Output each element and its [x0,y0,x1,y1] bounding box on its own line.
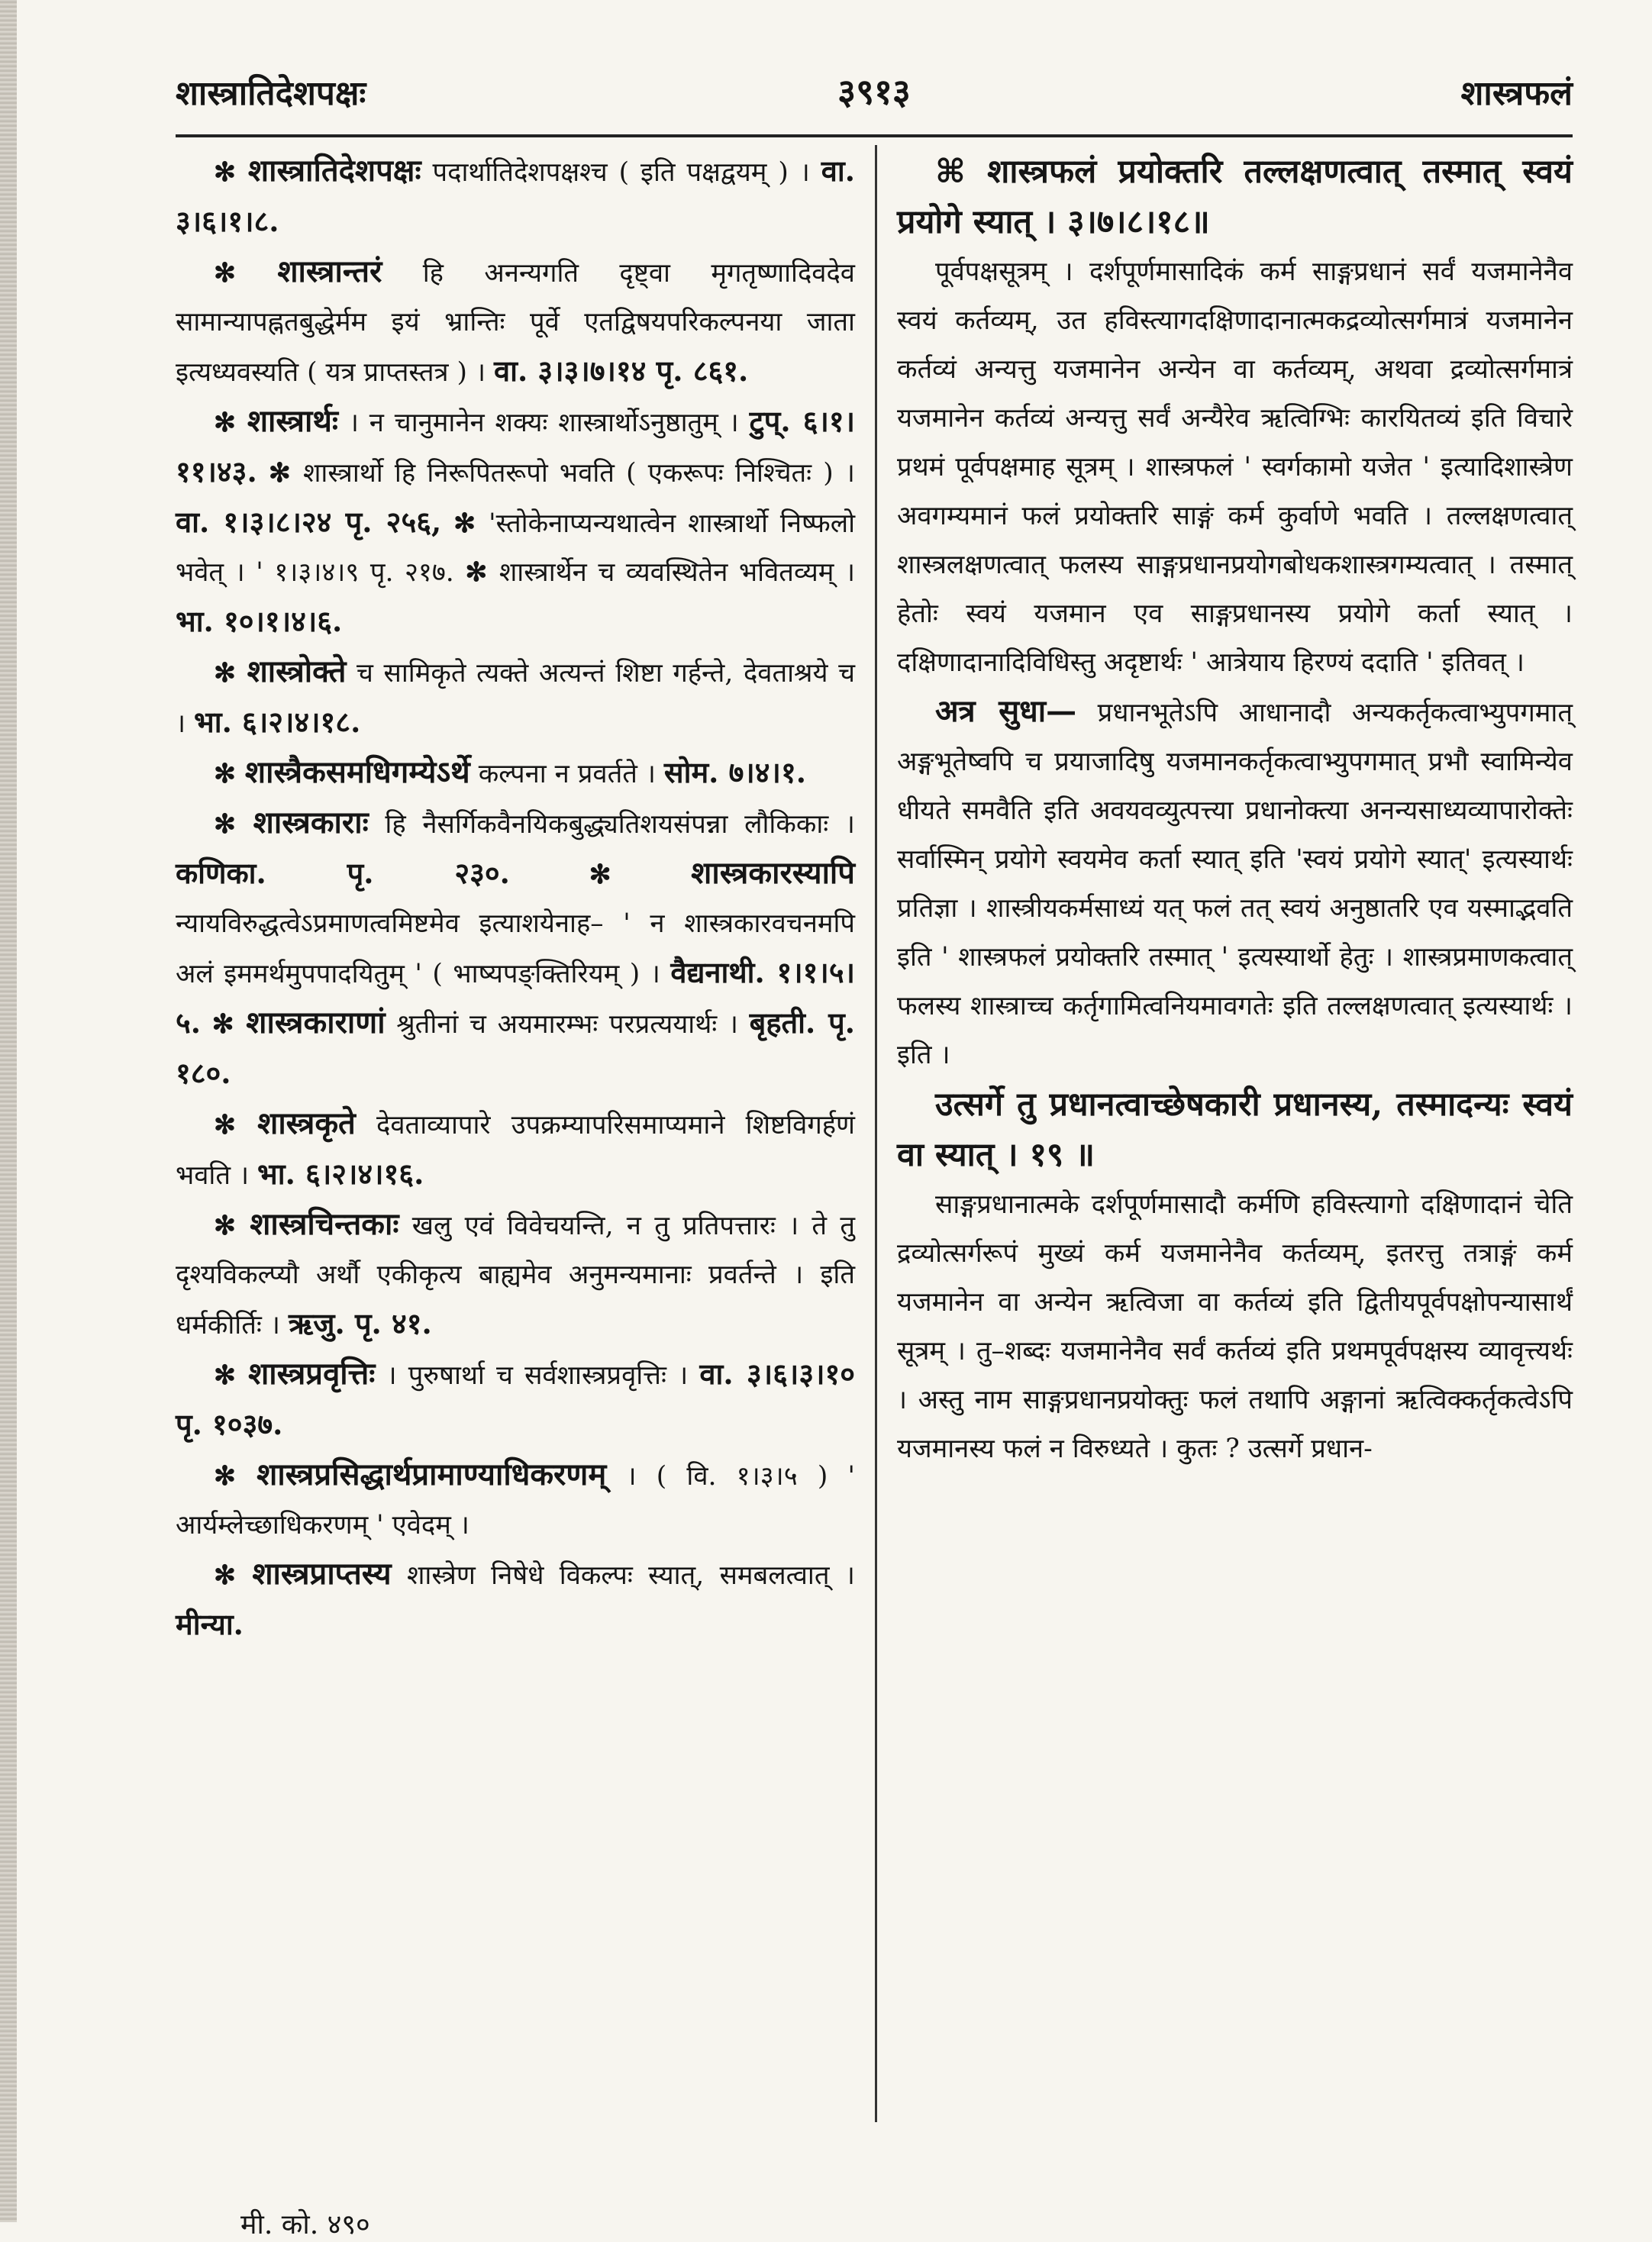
commentary-paragraph: पूर्वपक्षसूत्रम् । दर्शपूर्णमासादिकं कर्म साङ्गप्रधानं सर्वं यजमानेनैव स्वयं कर्तव्यम्, उत हविस्त्यागदक्षिणादानात्मकद्रव्योत्सर्गमात्रं यजमानेन कर्तव्यं अन्यत्तु यजमानेन अन्येन वा कर्तव्यम्, अथवा द्रव्योत्सर्गमात्रं यजमानेन कर्तव्यं अन्यत्तु सर्वं अन्यैरेव ऋत्विग्भिः कारयितव्यं इति विचारे प्रथमं पूर्वपक्षमाह सूत्रम् । शास्त्रफलं ' स्वर्गकामो यजेत ' इत्यादिशास्त्रेण अवगम्यमानं फलं प्रयोक्तरि साङ्गं कर्म कुर्वाणे भवति । तल्लक्षणत्वात् शास्त्रलक्षणत्वात् फलस्य साङ्गप्रधानप्रयोगबोधकशास्त्रगम्यत्वात् । तस्मात् हेतोः स्वयं यजमान एव साङ्गप्रधानस्य प्रयोगे कर्ता स्यात् । दक्षिणादानादिविधिस्तु अदृष्टार्थः ' आत्रेयाय हिरण्यं ददाति ' इतिवत् । [897,256,1573,678]
running-header [176,61,1573,122]
entry-lemma: शास्त्रोक्ते [247,653,347,689]
entry [176,1099,855,1200]
entry [176,1350,855,1450]
scan-binding-edge [0,0,17,2222]
entry [176,748,855,798]
entry-lemma: शास्त्रप्रसिद्धार्थप्रामाण्याधिकरणम् [257,1456,607,1492]
entry-lemma: शास्त्रैकसमधिगम्येऽर्थे [244,754,470,790]
sudha-lead: अत्र सुधा— [935,693,1077,729]
entry-lemma: शास्त्रातिदेशपक्षः [247,153,421,189]
sutra-mark-icon: ⌘ [935,153,966,191]
entry-text: । न चानुमानेन शक्यः शास्त्रार्थोऽनुष्ठातुम् । [348,408,739,438]
entry [176,1200,855,1350]
entry-text: देवताव्यापारे उपक्रम्यापरिसमाप्यमाने शिष्टविगर्हणं भवति । [176,1110,855,1191]
asterisk-icon: ✻ [214,1211,250,1241]
entry-reference: भा. १०।१।४।६. [176,604,343,638]
left-column [176,147,855,1650]
entry [176,247,855,397]
entry [176,798,855,1099]
entry-lemma: शास्त्रचिन्तकाः [250,1206,399,1242]
asterisk-icon: ✻ [214,759,245,789]
commentary-paragraph: साङ्गप्रधानात्मके दर्शपूर्णमासादौ कर्मणि हविस्त्यागो दक्षिणादानं चेति द्रव्योत्सर्गरूपं मुख्यं कर्म यजमानेनैव कर्तव्यम्, इतरत्तु तत्राङ्गं कर्म यजमानेन वा अन्येन ऋत्विजा वा कर्तव्यं इति द्वितीयपूर्वपक्षोपन्यासार्थं सूत्रम् । तु–शब्दः यजमानेनैव सर्वं कर्तव्यं इति प्रथमपूर्वपक्षस्य व्यावृत्त्यर्थः । अस्तु नाम साङ्गप्रधानप्रयोक्तुः फलं तथापि अङ्गानां ऋत्विक्कर्तृकत्वेऽपि यजमानस्य फलं न विरुध्यते । कुतः ? उत्सर्गे प्रधान- [897,1189,1573,1464]
entry [176,1450,855,1550]
column-divider [875,145,877,2122]
entry-text: न्यायविरुद्धत्वेऽप्रमाणत्वमिष्टमेव इत्याशयेनाह– ' न शास्त्रकारवचनमपि अलं इममर्थमुपपादयितुम् ' ( भाष्यपङ्क्तिरियम् ) । [176,908,855,989]
asterisk-icon: ✻ [268,458,303,489]
asterisk-icon: ✻ [214,408,247,438]
entry-text: 'स्तोकेनाप्यन्यथात्वेन शास्त्रार्थो निष्फलो भवेत् । ' १।३।४।९ पृ. २१७. [176,508,856,588]
commentary-paragraph [897,687,1573,1079]
asterisk-icon: ✻ [214,1360,249,1391]
asterisk-icon: ✻ [214,658,247,689]
asterisk-icon: ✻ [214,1461,257,1492]
entry-reference: ऋजु. पृ. ४१. [288,1306,432,1340]
asterisk-icon: ✻ [589,860,692,890]
entry-reference: वा. ३।६।३।१० पृ. १०३७. [176,1356,855,1441]
asterisk-icon: ✻ [214,157,248,188]
entry-text: । पुरुषार्था च सर्वशास्त्रप्रवृत्तिः । [386,1360,689,1391]
asterisk-icon: ✻ [465,557,499,588]
right-column [897,147,1573,1473]
entry-reference: बृहती. पृ. १८०. [176,1005,855,1090]
sutra-19: उत्सर्गे तु प्रधानत्वाच्छेषकारी प्रधानस्य, तस्मादन्यः स्वयं वा स्यात् । १९ ॥ [897,1086,1573,1174]
entry-reference: वा. ३।६।१।८. [176,153,855,238]
entry-text: शास्त्रेण निषेधे विकल्पः स्यात्, समबलत्वात् । [406,1560,856,1591]
page-number: ३९१३ [837,71,911,112]
entry-lemma: शास्त्रार्थः [247,403,339,439]
asterisk-icon: ✻ [214,809,253,840]
entry [176,1550,855,1650]
entry-lemma: शास्त्रकारस्यापि [691,855,856,891]
header-rule [176,134,1573,137]
entry-text: शास्त्रार्थेन च व्यवस्थितेन भवितव्यम् । [499,557,856,588]
entry-text: पदार्थातिदेशपक्षश्च ( इति पक्षद्वयम् ) । [432,157,810,188]
entry-text: हि अनन्यगति दृष्ट्वा मृगतृष्णादिवदेव सामान्यापह्नतबुद्धेर्मम इयं भ्रान्तिः पूर्वे एतद्विषयपरिकल्पनया जाता इत्यध्यवस्यति ( यत्र प्राप्तस्तत्र ) । [176,258,855,388]
book-page [176,61,1573,2240]
asterisk-icon: ✻ [214,258,278,289]
commentary-text: प्रधानभूतेऽपि आधानादौ अन्यकर्तृकत्वाभ्युपगमात् अङ्गभूतेष्वपि च प्रयाजादिषु यजमानकर्तृकत्वाभ्युपगमात् प्रभौ स्वामिन्येव धीयते समवैति इति अवयवव्युत्पत्त्या प्रधानोक्त्या अनन्यसाध्यव्यापारोक्तेः सर्वास्मिन् प्रयोगे स्वयमेव कर्ता स्यात् इति 'स्वयं प्रयोगे स्यात्' इत्यस्यार्थः प्रतिज्ञा । शास्त्रीयकर्मसाध्यं यत् फलं तत् स्वयं अनुष्ठातरि एव यस्माद्भवति इति ' शास्त्रफलं प्रयोक्तरि तस्मात् ' इत्यस्यार्थो हेतुः । शास्त्रप्रमाणकत्वात् फलस्य शास्त्राच्च कर्तृगामित्वनियमावगतेः इति तल्लक्षणत्वात् इत्यस्यार्थः । इति । [897,698,1573,1070]
entry-lemma: शास्त्रकाराः [253,805,369,840]
entry-reference: वा. ३।३।७।१४ पृ. ८६१. [494,353,749,388]
entry-lemma: शास्त्रकृते [257,1105,356,1141]
entry-reference: कणिका. पृ. २३०. [176,856,510,890]
entry-lemma: शास्त्रप्रवृत्तिः [248,1356,376,1392]
asterisk-icon: ✻ [211,1009,247,1040]
entry-text: हि नैसर्गिकवैनयिकबुद्ध्यतिशयसंपन्ना लौकिकाः । [385,809,855,840]
sutra-18 [897,147,1573,247]
header-right-title: शास्त्रफलं [1460,74,1573,113]
entry [176,397,855,647]
entry-reference: वैद्यनाथी. १।१।५।५. [176,955,855,1040]
entry-text: । ( वि. १।३।५ ) ' आर्यम्लेच्छाधिकरणम् ' एवेदम् । [176,1461,855,1540]
entry [176,147,855,247]
entry [176,647,855,748]
entry-reference: भा. ६।२।४।१८. [194,705,361,739]
sutra-text: शास्त्रफलं प्रयोक्तरि तल्लक्षणत्वात् तस्मात् स्वयं प्रयोगे स्यात् । ३।७।८।१८॥ [897,153,1573,241]
entry-text: कल्पना न प्रवर्तते । [478,759,656,789]
header-left-title: शास्त्रातिदेशपक्षः [176,74,366,113]
signature-mark: मी. को. ४९० [240,2209,370,2240]
entry-reference: वा. १।३।८।२४ पृ. २५६, [176,505,442,539]
entry-text: शास्त्रार्थो हि निरूपितरूपो भवति ( एकरूपः निश्चितः ) । [302,458,855,489]
entry-text: श्रुतीनां च अयमारम्भः परप्रत्ययार्थः । [396,1009,738,1040]
entry-lemma: शास्त्रान्तरं [277,253,382,289]
asterisk-icon: ✻ [214,1110,258,1140]
entry-text: च सामिकृते त्यक्ते अत्यन्तं शिष्टा गर्हन्ते, देवताश्रये च । [176,658,856,739]
entry-reference: सोम. ७।४।१. [663,755,806,789]
asterisk-icon: ✻ [214,1560,253,1591]
entry-lemma: शास्त्रकाराणां [246,1005,386,1040]
entry-reference: भा. ६।२।४।१६. [257,1156,424,1191]
entry-reference: टुप्. ६।१।११।४३. [176,404,856,489]
entry-reference: मीन्या. [176,1607,244,1641]
asterisk-icon: ✻ [453,508,489,539]
entry-lemma: शास्त्रप्राप्तस्य [252,1556,392,1592]
entry-text: खलु एवं विवेचयन्ति, न तु प्रतिपत्तारः । ते तु दृश्यविकल्प्यौ अर्थौ एकीकृत्य बाह्यमेव अनुमन्यमानाः प्रवर्तन्ते । इति धर्मकीर्तिः । [176,1211,855,1340]
